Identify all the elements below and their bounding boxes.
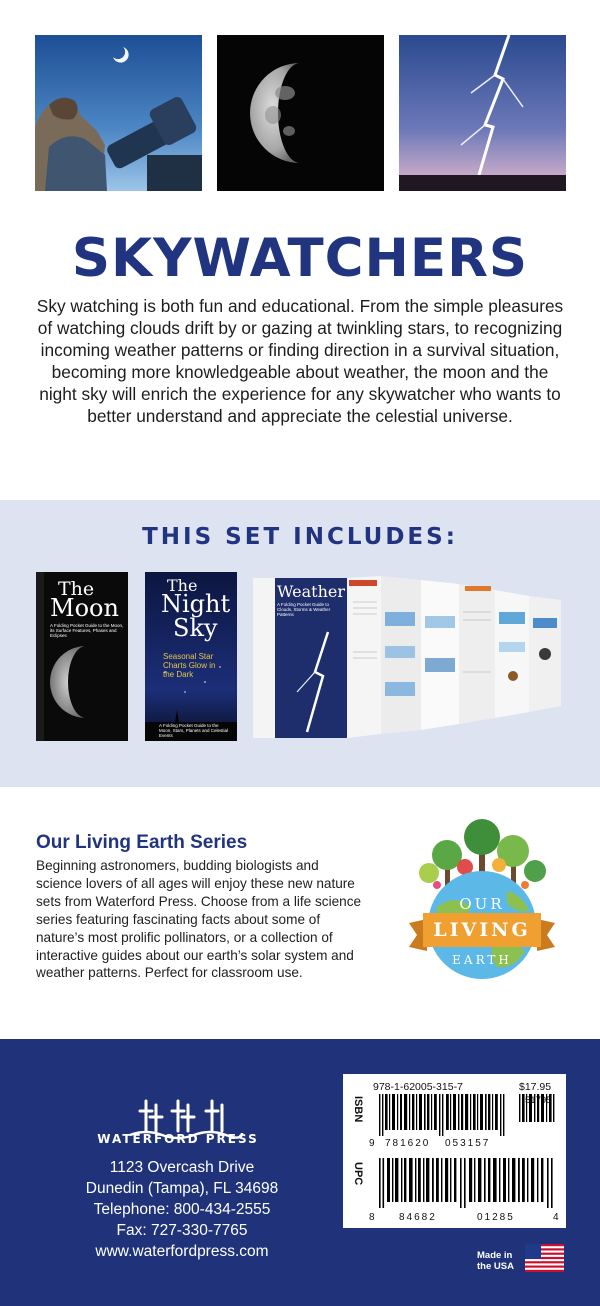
isbn-digits-right: 053157	[445, 1138, 491, 1149]
isbn-label: ISBN	[352, 1096, 364, 1123]
weather-title: Weather	[277, 582, 345, 601]
made-in-line-1: Made in	[477, 1250, 513, 1261]
sky-title-night: Night	[161, 590, 231, 618]
moon-photo	[217, 35, 384, 191]
isbn-number: 978-1-62005-315-7	[373, 1081, 463, 1093]
moon-subtitle: A Folding Pocket Guide to the Moon, its Surface Features, Phases and Eclipses	[50, 623, 124, 638]
moon-title-the: The	[58, 578, 95, 600]
upc-digits-mid-2: 01285	[477, 1212, 515, 1223]
set-includes-heading: THIS SET INCLUDES:	[142, 524, 458, 550]
isbn-barcode	[379, 1094, 511, 1136]
series-title: Our Living Earth Series	[36, 832, 248, 853]
publisher-name: WATERFORD PRESS	[97, 1132, 259, 1146]
made-in-line-2: the USA	[477, 1261, 514, 1272]
night-sky-guide-cover	[145, 572, 237, 741]
moon-title-moon: Moon	[50, 594, 119, 622]
sky-title-the: The	[167, 576, 198, 595]
isbn-digit-left: 9	[369, 1138, 375, 1149]
logo-word-earth: EARTH	[452, 953, 512, 967]
telescope-photo	[35, 35, 202, 191]
upc-digit-left: 8	[369, 1212, 375, 1223]
price: $17.95	[519, 1081, 552, 1093]
intro-paragraph: Sky watching is both fun and educational. From the simple pleasures of watching clouds drift by or gazing at twinkling stars, to recognizing incoming weather patterns or finding direction in a survival situation, becoming more knowledgeable about weather, the moon and the night sky will enrich the experience for any skywatcher who wants to better understand and appreciate the celestial universe.	[36, 296, 564, 426]
upc-digits-mid: 84682	[399, 1212, 437, 1223]
us-flag-icon	[525, 1244, 564, 1272]
address-line-2: Dunedin (Tampa), FL 34698	[85, 1180, 279, 1197]
made-in-usa-label	[477, 1250, 514, 1272]
price-barcode	[519, 1094, 557, 1122]
lightning-photo	[399, 35, 566, 191]
sky-footer: A Folding Pocket Guide to the Moon, Stars, Planets and Celestial Events	[159, 723, 229, 738]
upc-barcode	[379, 1158, 555, 1208]
series-body: Beginning astronomers, budding biologists and science lovers of all ages will enjoy these new nature sets from Waterford Press. Choose from a life science series featuring fascinating facts about some of nature’s most prolific pollinators, or a collection of interactive guides about our earth’s solar system and weather patterns. Perfect for classroom use.	[36, 858, 362, 981]
weather-guide-spread	[253, 572, 565, 741]
barcode-panel	[343, 1074, 566, 1228]
sky-title-sky: Sky	[173, 614, 218, 642]
logo-word-living: LIVING	[433, 919, 531, 941]
sky-subtitle: Seasonal Star Charts Glow in the Dark	[163, 652, 216, 679]
footer	[0, 1039, 600, 1306]
address-line-1: 1123 Overcash Drive	[109, 1159, 255, 1176]
set-includes-section	[0, 500, 600, 787]
logo-word-our: OUR	[459, 895, 505, 913]
website-link[interactable]: www.waterfordpress.com	[95, 1243, 269, 1260]
upc-digit-right: 4	[553, 1212, 559, 1223]
fax: Fax: 727-330-7765	[116, 1222, 248, 1239]
upc-label: UPC	[352, 1162, 364, 1186]
weather-subtitle: A Folding Pocket Guide to Clouds, Storms & Weather Patterns	[277, 602, 331, 617]
moon-guide-cover	[36, 572, 128, 741]
telephone: Telephone: 800-434-2555	[93, 1201, 271, 1218]
page-title: SKYWATCHERS	[71, 228, 529, 289]
isbn-digits-mid: 781620	[385, 1138, 431, 1149]
our-living-earth-logo	[407, 815, 557, 983]
